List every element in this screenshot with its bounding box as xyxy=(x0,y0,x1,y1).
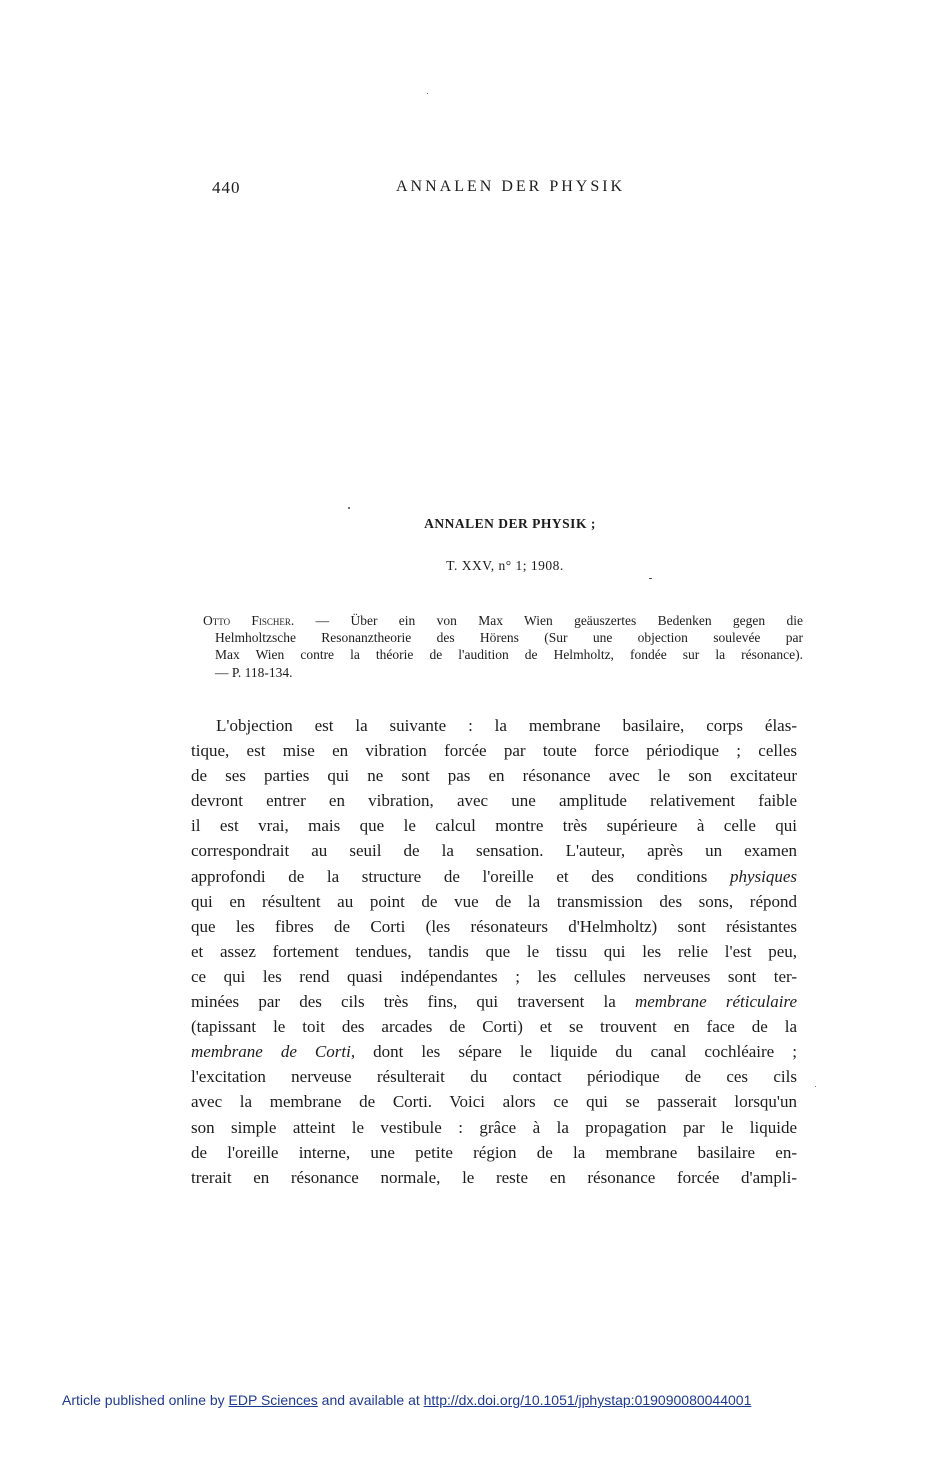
body-line: ce qui les rend quasi indépendantes ; les cellules nerveuses sont ter- xyxy=(191,966,797,986)
body-line: son simple atteint le vestibule : grâce à la propagation par le liquide xyxy=(191,1117,797,1137)
issue-line: T. XXV, n° 1; 1908. xyxy=(446,558,564,573)
body-line: minées par des cils très fins, qui traversent la membrane réticulaire xyxy=(191,992,798,1012)
citation-line: Otto Fischer. — Über ein von Max Wien geäuszertes Bedenken gegen die xyxy=(203,613,803,628)
citation-line: — P. 118-134. xyxy=(215,664,293,680)
review-body xyxy=(191,713,797,1190)
body-line: il est vrai, mais que le calcul montre très supérieure à celle qui xyxy=(191,816,797,836)
body-line: trerait en résonance normale, le reste en résonance forcée d'ampli- xyxy=(191,1167,797,1187)
scan-speck xyxy=(815,1086,816,1087)
body-line: et assez fortement tendues, tandis que le tissu qui les relie l'est peu, xyxy=(191,941,797,961)
publication-footer: Article published online by EDP Sciences and available at http://dx.doi.org/10.1051/jphystap:019090080044001 xyxy=(62,1392,752,1408)
journal-title: ANNALEN DER PHYSIK ; xyxy=(424,516,596,531)
scan-speck xyxy=(427,93,428,94)
body-line: membrane de Corti, dont les sépare le liquide du canal cochléaire ; xyxy=(191,1042,797,1062)
body-line: que les fibres de Corti (les résonateurs d'Helmholtz) sont résistantes xyxy=(191,916,797,936)
italic-term: physiques xyxy=(729,866,797,886)
body-line: qui en résultent au point de vue de la transmission des sons, répond xyxy=(191,891,797,911)
body-line: de ses parties qui ne sont pas en résonance avec le son excitateur xyxy=(191,766,797,786)
body-line: L'objection est la suivante : la membrane basilaire, corps élas- xyxy=(216,716,797,735)
italic-term: membrane réticulaire xyxy=(634,992,798,1012)
body-line: l'excitation nerveuse résulterait du contact périodique de ces cils xyxy=(191,1067,797,1087)
publisher-link[interactable]: EDP Sciences xyxy=(228,1392,318,1408)
body-line: de l'oreille interne, une petite région de la membrane basilaire en- xyxy=(191,1142,797,1162)
doi-link[interactable]: http://dx.doi.org/10.1051/jphystap:019090080044001 xyxy=(423,1392,752,1408)
citation-line: Helmholtzsche Resonanztheorie des Hörens (Sur une objection soulevée par xyxy=(215,630,803,646)
body-line: tique, est mise en vibration forcée par toute force périodique ; celles xyxy=(191,741,797,761)
body-line: (tapissant le toit des arcades de Corti) et se trouvent en face de la xyxy=(191,1017,797,1037)
italic-term: membrane de Corti xyxy=(191,1042,351,1062)
body-line: correspondrait au seuil de la sensation. L'auteur, après un examen xyxy=(191,841,797,861)
citation-line: Max Wien contre la théorie de l'audition de Helmholtz, fondée sur la résonance). xyxy=(215,647,803,663)
citation xyxy=(203,612,803,681)
page-number: 440 xyxy=(212,178,241,197)
body-line: approfondi de la structure de l'oreille et des conditions physiques xyxy=(191,866,797,886)
scan-speck xyxy=(348,507,350,509)
body-line: devront entrer en vibration, avec une amplitude relativement faible xyxy=(191,791,797,811)
body-line: avec la membrane de Corti. Voici alors ce qui se passerait lorsqu'un xyxy=(191,1092,797,1112)
citation-author: Otto Fischer. xyxy=(203,613,295,628)
running-head: ANNALEN DER PHYSIK xyxy=(396,178,626,195)
scan-speck xyxy=(649,578,652,579)
